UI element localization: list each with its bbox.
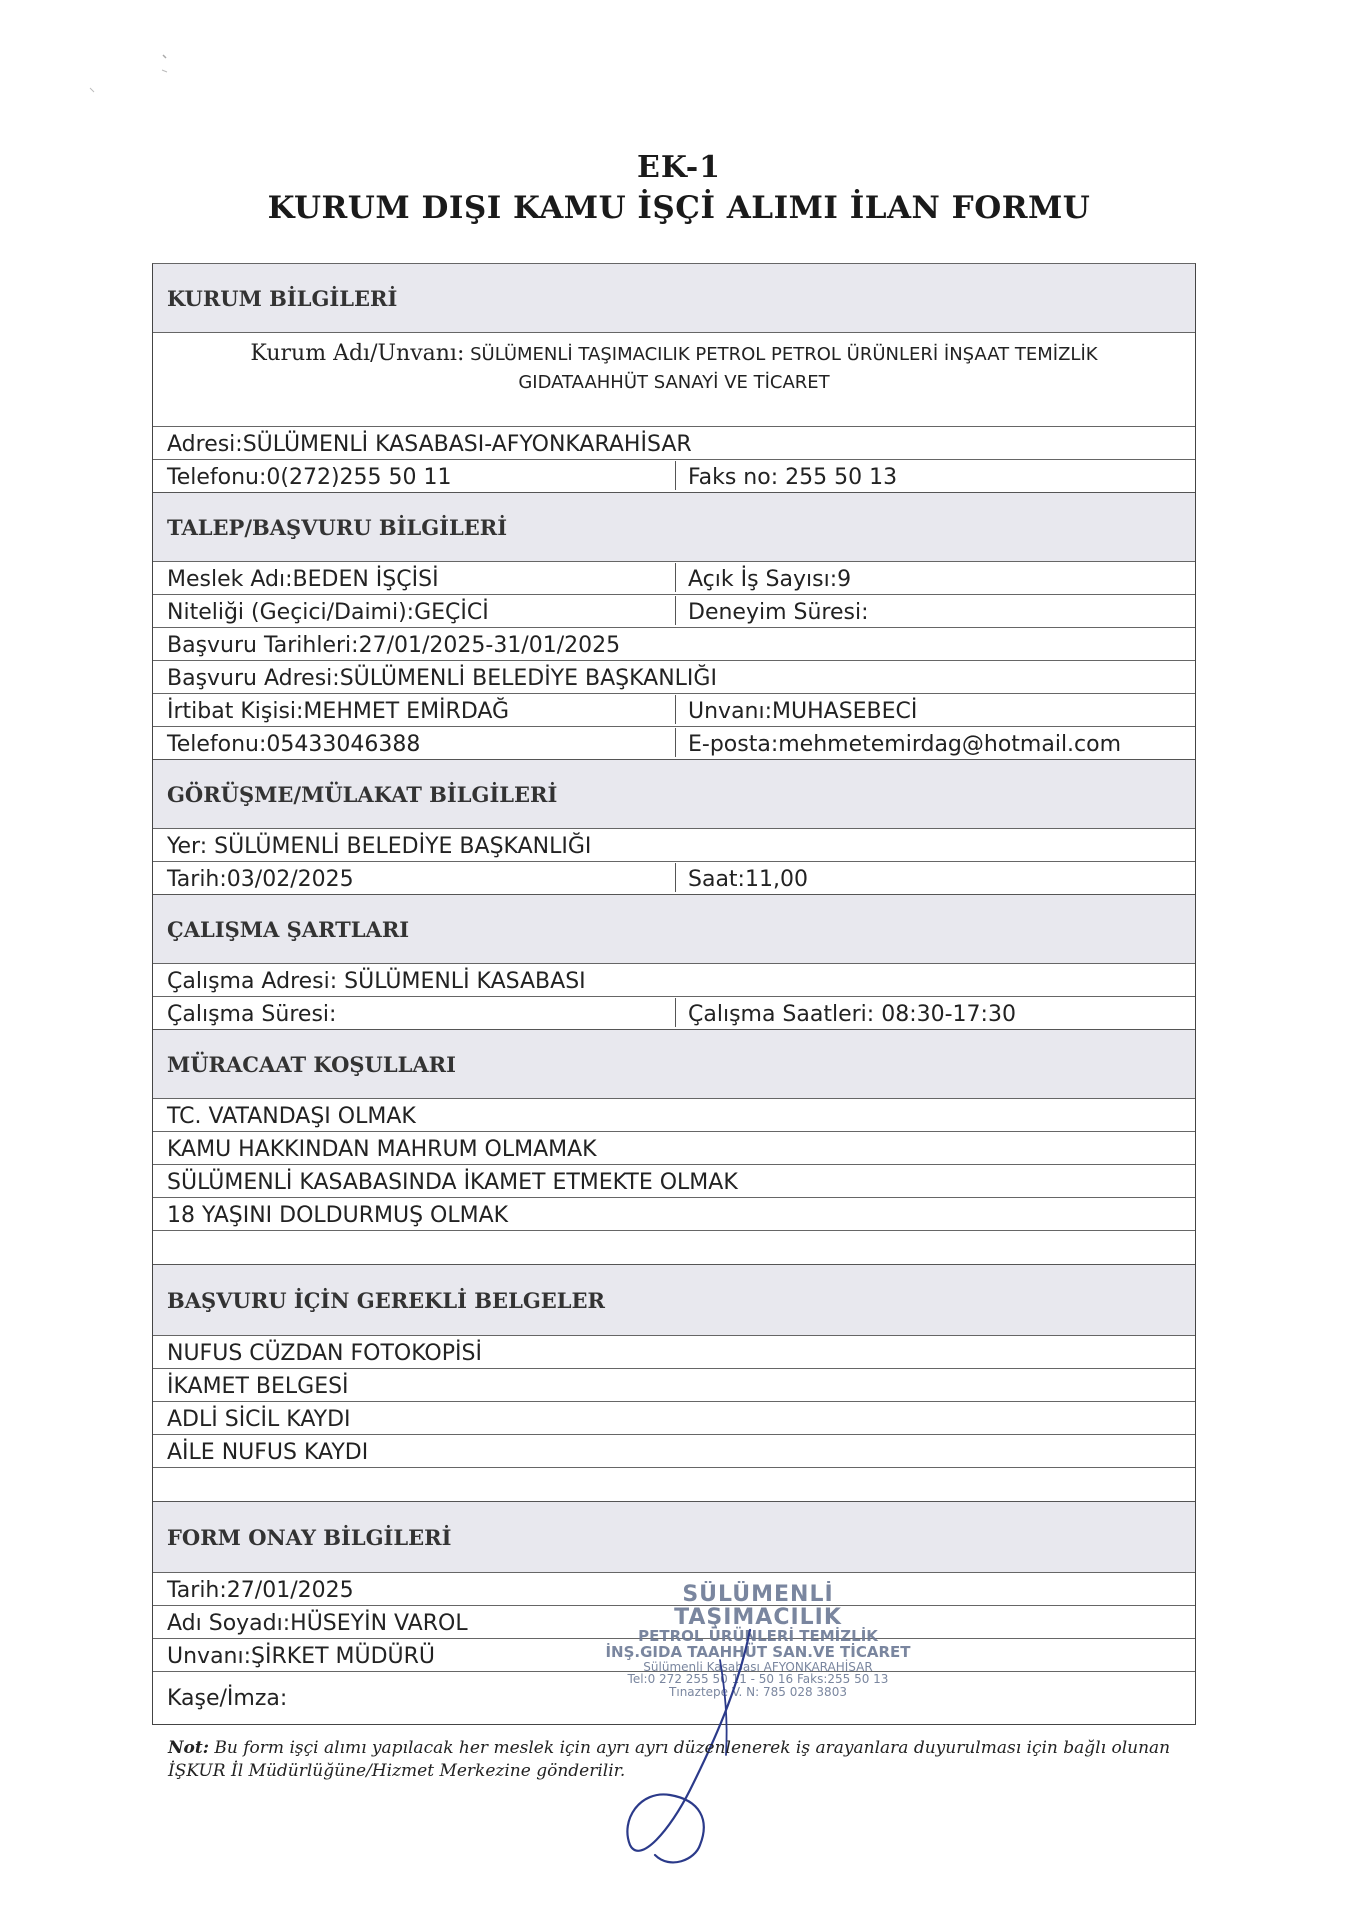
onay-kase-imza: Kaşe/İmza:: [167, 1685, 288, 1711]
kurum-name-line2: GIDATAAHHÜT SANAYİ VE TİCARET: [518, 372, 830, 393]
meslek-adi: Meslek Adı:BEDEN İŞÇİSİ: [167, 567, 439, 592]
belge-item-text: NUFUS CÜZDAN FOTOKOPİSİ: [167, 1341, 482, 1366]
note-label: Not:: [168, 1738, 210, 1758]
footer-note: [168, 1737, 1208, 1783]
section-calisma: ÇALIŞMA ŞARTLARI: [153, 894, 1195, 963]
gorusme-saat: Saat:11,00: [675, 863, 808, 892]
muracaat-item: [153, 1164, 1195, 1197]
irtibat-telefon: Telefonu:05433046388: [167, 732, 421, 757]
scan-marks: [88, 50, 168, 110]
talep-row-1: [153, 561, 1195, 594]
deneyim-suresi: Deneyim Süresi:: [675, 596, 869, 625]
kurum-name-line1: SÜLÜMENLİ TAŞIMACILIK PETROL PETROL ÜRÜNLERİ İNŞAAT TEMİZLİK: [464, 344, 1098, 365]
form-code: EK-1: [636, 150, 722, 185]
muracaat-item: [153, 1098, 1195, 1131]
irtibat-kisisi: İrtibat Kişisi:MEHMET EMİRDAĞ: [167, 699, 510, 724]
onay-unvan: Unvanı:ŞİRKET MÜDÜRÜ: [167, 1644, 436, 1669]
section-kurum: KURUM BİLGİLERİ: [153, 264, 1195, 332]
section-onay: FORM ONAY BİLGİLERİ: [153, 1501, 1195, 1572]
muracaat-item-text: TC. VATANDAŞI OLMAK: [167, 1104, 416, 1129]
belge-item: [153, 1368, 1195, 1401]
kurum-name: [153, 332, 1195, 426]
irtibat-unvani: Unvanı:MUHASEBECİ: [675, 695, 917, 724]
calisma-adresi: Çalışma Adresi: SÜLÜMENLİ KASABASI: [167, 969, 586, 994]
section-talep: TALEP/BAŞVURU BİLGİLERİ: [153, 492, 1195, 561]
basvuru-tarihleri: Başvuru Tarihleri:27/01/2025-31/01/2025: [167, 633, 621, 658]
talep-row-5: [153, 693, 1195, 726]
muracaat-item: [153, 1197, 1195, 1230]
calisma-row-1: [153, 963, 1195, 996]
form-title: KURUM DIŞI KAMU İŞÇİ ALIMI İLAN FORMU: [267, 190, 1091, 226]
stamp-line-4: Sülümenli Kasabası AFYONKARAHİSAR: [643, 1659, 873, 1674]
acik-is-sayisi: Açık İş Sayısı:9: [675, 563, 851, 592]
talep-row-4: [153, 660, 1195, 693]
belge-item-text: ADLİ SİCİL KAYDI: [167, 1407, 351, 1432]
belge-item-text: AİLE NUFUS KAYDI: [167, 1440, 369, 1465]
gorusme-tarih: Tarih:03/02/2025: [167, 867, 354, 892]
gorusme-row-1: [153, 828, 1195, 861]
form-body: [152, 263, 1196, 1725]
belge-item: [153, 1434, 1195, 1467]
muracaat-item-text: SÜLÜMENLİ KASABASINDA İKAMET ETMEKTE OLMAK: [167, 1170, 738, 1195]
kurum-name-label: Kurum Adı/Unvanı:: [250, 341, 465, 366]
belge-item: [153, 1401, 1195, 1434]
stamp-line-1: SÜLÜMENLİ TAŞIMACILIK: [674, 1582, 842, 1631]
section-gorusme: GÖRÜŞME/MÜLAKAT BİLGİLERİ: [153, 759, 1195, 828]
onay-adi-soyadi: Adı Soyadı:HÜSEYİN VAROL: [167, 1611, 468, 1636]
talep-row-6: [153, 726, 1195, 759]
kurum-address: Adresi:SÜLÜMENLİ KASABASI-AFYONKARAHİSAR: [167, 432, 692, 457]
belge-item: [153, 1335, 1195, 1368]
basvuru-adresi: Başvuru Adresi:SÜLÜMENLİ BELEDİYE BAŞKANLIĞI: [167, 666, 717, 691]
stamp-line-5: Tel:0 272 255 50 11 - 50 16 Faks:255 50 13: [627, 1672, 889, 1687]
stamp-line-6: Tınaztepe V. N: 785 028 3803: [669, 1684, 847, 1699]
belgeler-blank-row: [153, 1467, 1195, 1501]
muracaat-item-text: 18 YAŞINI DOLDURMUŞ OLMAK: [167, 1203, 509, 1228]
calisma-suresi: Çalışma Süresi:: [167, 1002, 337, 1027]
kurum-address-row: [153, 426, 1195, 459]
stamp-line-3: İNŞ.GIDA TAAHHÜT SAN.VE TİCARET: [605, 1642, 911, 1661]
kurum-phone-row: [153, 459, 1195, 492]
muracaat-blank-row: [153, 1230, 1195, 1264]
gorusme-yer: Yer: SÜLÜMENLİ BELEDİYE BAŞKANLIĞI: [167, 834, 592, 859]
calisma-row-2: [153, 996, 1195, 1029]
note-text: Bu form işçi alımı yapılacak her meslek için ayrı ayrı düzenlenerek iş arayanlara duyurulması için bağlı olunan İŞKUR İl Müdürlüğüne/Hizmet Merkezine gönderilir.: [168, 1738, 1171, 1781]
belge-item-text: İKAMET BELGESİ: [167, 1374, 349, 1399]
form-table: [152, 263, 1196, 1725]
talep-row-3: [153, 627, 1195, 660]
section-muracaat: MÜRACAAT KOŞULLARI: [153, 1029, 1195, 1098]
kurum-phone: Telefonu:0(272)255 50 11: [167, 465, 452, 490]
muracaat-item-text: KAMU HAKKINDAN MAHRUM OLMAMAK: [167, 1137, 597, 1162]
talep-row-2: [153, 594, 1195, 627]
stamp-line-2: PETROL ÜRÜNLERİ TEMİZLİK: [638, 1627, 878, 1646]
irtibat-eposta: E-posta:mehmetemirdag@hotmail.com: [675, 728, 1121, 757]
section-belgeler: BAŞVURU İÇİN GEREKLİ BELGELER: [153, 1264, 1195, 1335]
onay-tarih: Tarih:27/01/2025: [167, 1578, 354, 1603]
muracaat-item: [153, 1131, 1195, 1164]
kurum-fax: Faks no: 255 50 13: [675, 461, 897, 490]
niteligi: Niteliği (Geçici/Daimi):GEÇİCİ: [167, 600, 489, 625]
gorusme-row-2: [153, 861, 1195, 894]
calisma-saatleri: Çalışma Saatleri: 08:30-17:30: [675, 998, 1016, 1027]
